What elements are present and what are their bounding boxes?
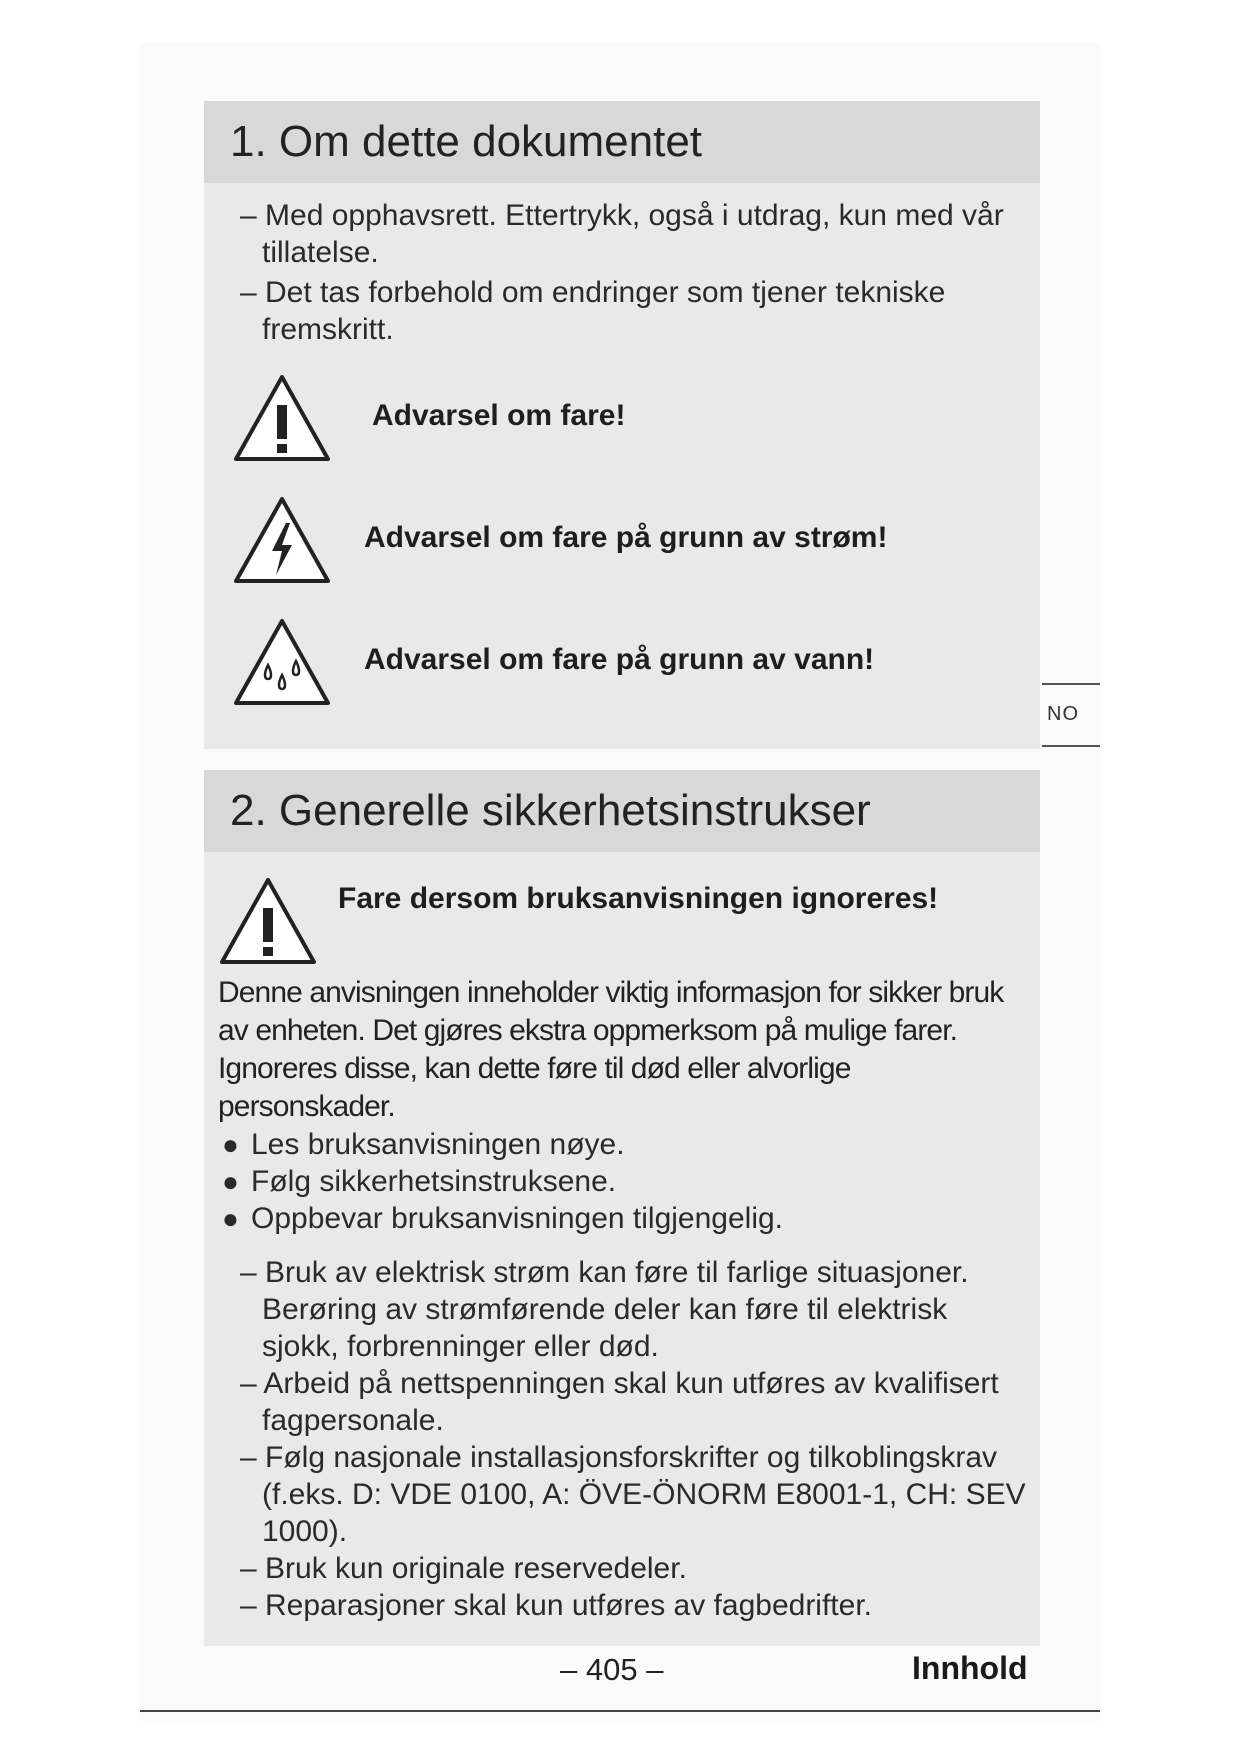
- note-item: – Med opphavsrett. Ettertrykk, også i utdrag, kun med vår tillatelse.: [240, 199, 1004, 269]
- warning-electricity-row: [232, 495, 1012, 595]
- warning-general-row: [232, 373, 1012, 473]
- contents-link[interactable]: Innhold: [912, 1650, 1028, 1686]
- warning-exclamation-icon: [232, 373, 332, 465]
- section-title: 1. Om dette dokumentet: [204, 101, 1040, 183]
- warning-water-icon: [232, 617, 332, 709]
- warning-text: Advarsel om fare på grunn av strøm!: [364, 521, 888, 554]
- warning-text: Advarsel om fare!: [372, 399, 626, 432]
- warning-text: Fare dersom bruksanvisningen ignoreres!: [338, 882, 939, 915]
- note-item: – Arbeid på nettspenningen skal kun utføres av kvalifisert fagpersonale.: [240, 1367, 999, 1437]
- note-item: – Bruk av elektrisk strøm kan føre til farlige situasjoner. Berøring av strømførende deler kan føre til elektrisk sjokk, forbrenninger eller død.: [240, 1256, 969, 1363]
- language-code: NO: [1047, 703, 1079, 725]
- note-item: – Det tas forbehold om endringer som tjener tekniske fremskritt.: [240, 276, 946, 346]
- warning-electricity-icon: [232, 495, 332, 587]
- page-number: – 405 –: [560, 1652, 664, 1687]
- intro-paragraph: Denne anvisningen inneholder viktig informasjon for sikker bruk av enheten. Det gjøres ekstra oppmerksom på mulige farer. Ignoreres disse, kan dette føre til død eller alvorlige personskader.: [218, 976, 1004, 1123]
- section-safety-instructions: [204, 770, 1040, 1646]
- warning-water-row: [232, 617, 1012, 717]
- note-item: – Reparasjoner skal kun utføres av fagbedrifter.: [240, 1589, 872, 1622]
- bullet-item: ● Oppbevar bruksanvisningen tilgjengelig.: [222, 1202, 784, 1235]
- note-list: [240, 1254, 1030, 1624]
- note-item: – Følg nasjonale installasjonsforskrifter og tilkoblingskrav (f.eks. D: VDE 0100, A: ÖVE-ÖNORM E8001-1, CH: SEV 1000).: [240, 1441, 1026, 1548]
- bullet-list: [218, 1126, 1030, 1237]
- warning-ignore-row: [218, 876, 998, 976]
- language-tab[interactable]: [1042, 683, 1100, 747]
- section-title: 2. Generelle sikkerhetsinstrukser: [204, 770, 1040, 852]
- bullet-item: ● Les bruksanvisningen nøye.: [222, 1128, 625, 1161]
- warning-exclamation-icon: [218, 876, 318, 968]
- bullet-item: ● Følg sikkerhetsinstruksene.: [222, 1165, 617, 1198]
- note-item: – Bruk kun originale reservedeler.: [240, 1552, 687, 1585]
- footer-divider: [140, 1710, 1100, 1712]
- section-about-document: [204, 101, 1040, 749]
- note-list: [240, 197, 1030, 348]
- warning-text: Advarsel om fare på grunn av vann!: [364, 643, 875, 676]
